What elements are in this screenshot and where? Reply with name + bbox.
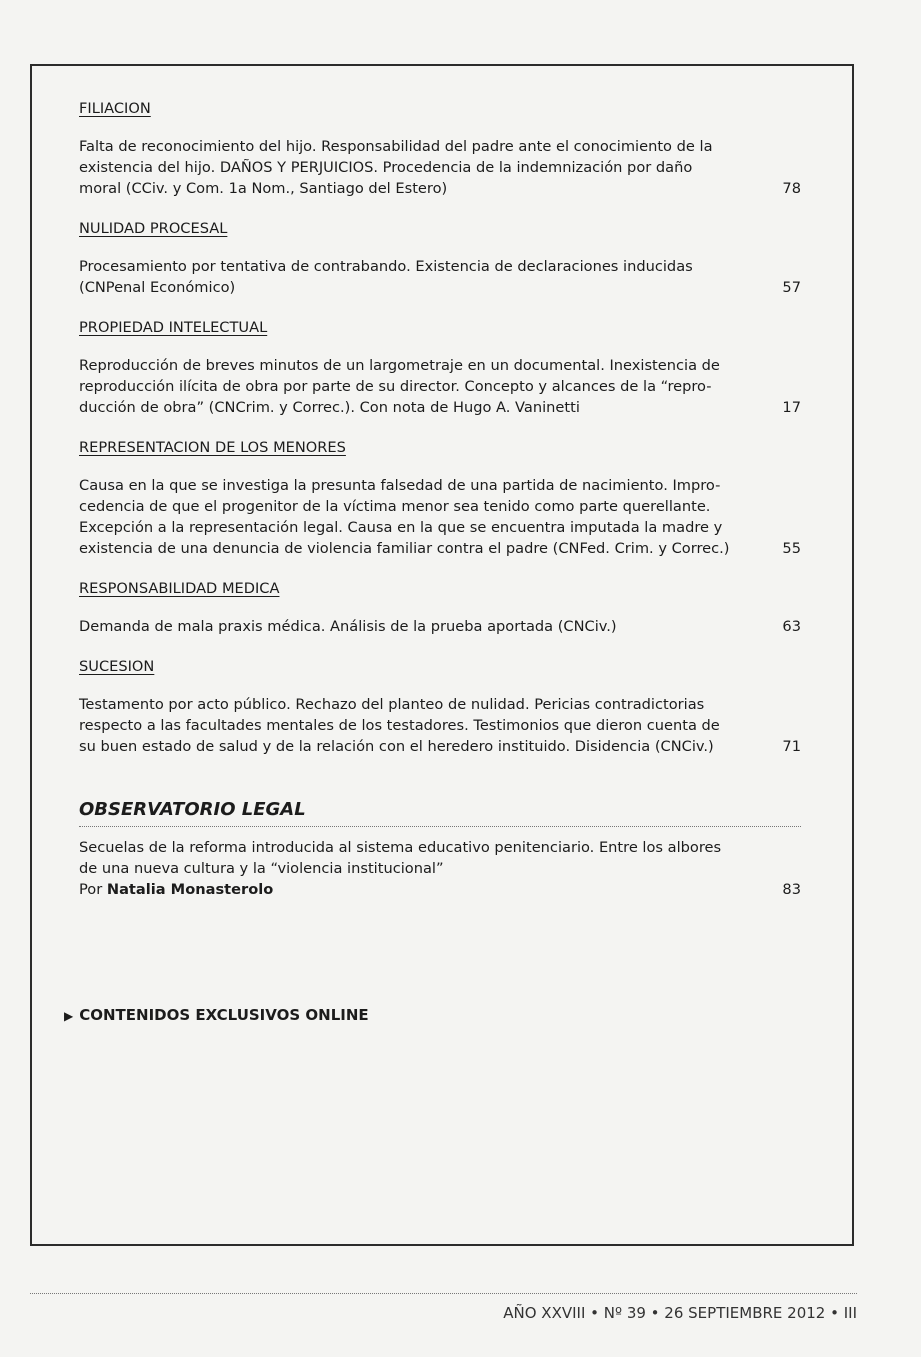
entry-text: Causa en la que se investiga la presunta falsedad de una partida de nacimiento. Impro-cedencia de que el progenitor de la víctima menor sea tenido como parte querellante. Excepción a la representación legal. Causa en la que se encuentra imputada la madre y existencia de una denuncia de violencia familiar contra el padre (CNFed. Crim. y Correc.) [79, 477, 730, 557]
index-entry [79, 616, 801, 637]
section-observatorio-legal [79, 799, 801, 900]
index-entry [79, 837, 801, 900]
section-representacion-menores [79, 437, 801, 559]
section-heading: SUCESION [79, 658, 155, 675]
entry-text: Procesamiento por tentativa de contrabando. Existencia de declaraciones inducidas (CNPenal Económico) [79, 258, 693, 296]
section-heading: REPRESENTACION DE LOS MENORES [79, 439, 346, 456]
entry-page-number: 17 [782, 399, 801, 416]
entry-text: Testamento por acto público. Rechazo del planteo de nulidad. Pericias contradictorias respecto a las facultades mentales de los testadores. Testimonios que dieron cuenta de su buen estado de salud y de la relación con el heredero instituido. Disidencia (CNCiv.) [79, 696, 720, 755]
section-heading: PROPIEDAD INTELECTUAL [79, 319, 268, 336]
online-contents-link[interactable] [64, 1006, 369, 1024]
index-entry [79, 136, 801, 199]
byline [79, 879, 739, 900]
entry-text: Falta de reconocimiento del hijo. Responsabilidad del padre ante el conocimiento de la existencia del hijo. DAÑOS Y PERJUICIOS. Procedencia de la indemnización por daño moral (CCiv. y Com. 1a Nom., Santiago del Estero) [79, 138, 713, 197]
index-entry [79, 355, 801, 418]
entry-text: Secuelas de la reforma introducida al sistema educativo penitenciario. Entre los albores de una nueva cultura y la “violencia institucional” [79, 839, 722, 877]
section-filiacion [79, 98, 801, 199]
entry-page-number: 83 [782, 881, 801, 898]
entry-text: Reproducción de breves minutos de un largometraje en un documental. Inexistencia de reproducción ilícita de obra por parte de su director. Concepto y alcances de la “repro-ducción de obra” (CNCrim. y Correc.). Con nota de Hugo A. Vaninetti [79, 357, 720, 416]
entry-page-number: 63 [782, 618, 801, 635]
entry-page-number: 71 [782, 738, 801, 755]
footer-divider [30, 1293, 857, 1294]
section-heading: RESPONSABILIDAD MEDICA [79, 580, 280, 597]
section-heading: FILIACION [79, 100, 151, 117]
entry-page-number: 57 [782, 279, 801, 296]
section-sucesion [79, 656, 801, 757]
triangle-right-icon: ▶ [64, 1009, 74, 1023]
page-footer: AÑO XXVIII • Nº 39 • 26 SEPTIEMBRE 2012 • III [503, 1304, 857, 1322]
entry-text: Demanda de mala praxis médica. Análisis de la prueba aportada (CNCiv.) [79, 618, 617, 635]
section-propiedad-intelectual [79, 317, 801, 418]
index-entry [79, 694, 801, 757]
section-nulidad-procesal [79, 218, 801, 298]
index-entry [79, 475, 801, 559]
author-name: Natalia Monasterolo [106, 881, 274, 898]
index-entry [79, 256, 801, 298]
byline-prefix: Por [79, 881, 107, 898]
section-responsabilidad-medica [79, 578, 801, 637]
entry-page-number: 78 [782, 180, 801, 197]
entry-page-number: 55 [782, 540, 801, 557]
online-contents-label: CONTENIDOS EXCLUSIVOS ONLINE [79, 1006, 369, 1024]
index-content [79, 98, 801, 919]
observatorio-entry [79, 837, 739, 900]
observatorio-title: OBSERVATORIO LEGAL [79, 799, 801, 827]
section-heading: NULIDAD PROCESAL [79, 220, 228, 237]
